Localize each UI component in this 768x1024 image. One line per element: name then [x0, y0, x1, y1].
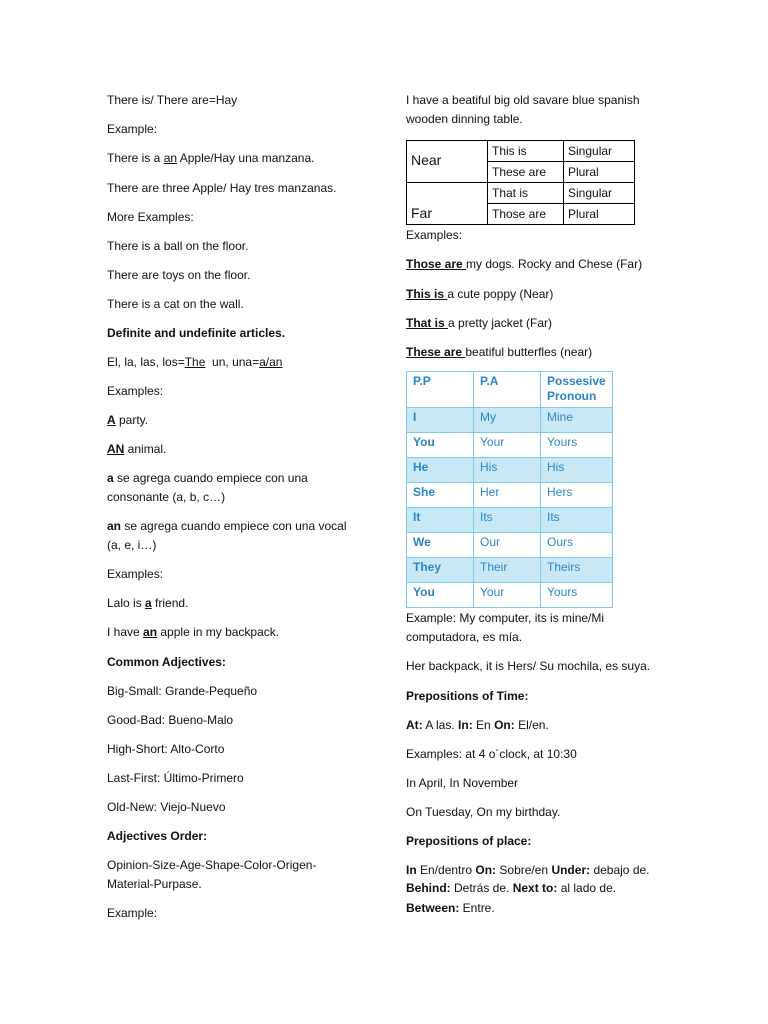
prepositions-place-3 [406, 899, 495, 918]
examples-label-2: Examples: [107, 567, 164, 581]
articles-definition [107, 353, 282, 372]
table-cell: Her [474, 483, 541, 508]
adjective-old-new: Old-New: Viejo-Nuevo [107, 800, 226, 814]
example-backpack [107, 623, 279, 642]
text: Sobre/en [496, 863, 552, 877]
table-cell: Singular [564, 183, 635, 204]
table-row [407, 458, 613, 483]
example-that-is [406, 314, 552, 333]
text: A las. [422, 718, 459, 732]
text: apple in my backpack. [157, 625, 280, 639]
heading-articles: Definite and undefinite articles. [107, 326, 286, 340]
more-examples-label: More Examples: [107, 210, 194, 224]
table-row [407, 508, 613, 533]
preposition: Next to: [512, 881, 558, 895]
table-cell: She [407, 483, 474, 508]
article: an [143, 625, 158, 639]
adjective-big-small: Big-Small: Grande-Pequeño [107, 684, 258, 698]
table-row [407, 408, 613, 433]
underlined-article: an [163, 151, 178, 165]
table-cell: You [407, 433, 474, 458]
adjective-good-bad: Good-Bad: Bueno-Malo [107, 713, 234, 727]
rule-a [107, 469, 357, 507]
table-cell: Hers [541, 483, 613, 508]
table-cell: These are [488, 162, 564, 183]
header-cell: P.A [474, 372, 541, 408]
article: a [107, 471, 114, 485]
table-cell: His [474, 458, 541, 483]
near-far-table [406, 140, 635, 225]
table-cell: His [541, 458, 613, 483]
table-row [407, 558, 613, 583]
table-cell: Singular [564, 141, 635, 162]
table-cell: Its [541, 508, 613, 533]
example-those-are [406, 255, 642, 274]
table-cell: I [407, 408, 474, 433]
table-cell: Your [474, 583, 541, 608]
preposition: On: [494, 718, 515, 732]
table-cell: Yours [541, 433, 613, 458]
adjectives-order-list: Opinion-Size-Age-Shape-Color-Origen-Material-Purpase. [107, 858, 317, 891]
text: El/en. [514, 718, 549, 732]
time-examples: Examples: at 4 o´clock, at 10:30 [406, 747, 577, 761]
table-cell: Our [474, 533, 541, 558]
table-header-row [407, 372, 613, 408]
heading-prepositions-time: Prepositions of Time: [406, 689, 529, 703]
examples-label: Examples: [406, 228, 463, 242]
preposition: In: [458, 718, 473, 732]
far-label: Far [407, 183, 488, 225]
text: Lalo is [107, 596, 146, 610]
table-cell: Their [474, 558, 541, 583]
table-cell: Your [474, 433, 541, 458]
preposition: Under: [551, 863, 591, 877]
table-cell: Ours [541, 533, 613, 558]
table-cell: Mine [541, 408, 613, 433]
text: Detrás de. [450, 881, 513, 895]
time-examples-on: On Tuesday, On my birthday. [406, 805, 561, 819]
article: a [145, 596, 152, 610]
table-cell: It [407, 508, 474, 533]
rule-an [107, 517, 362, 555]
table-cell: Plural [564, 162, 635, 183]
header-cell: Possesive Pronoun [541, 372, 613, 408]
table-cell: My [474, 408, 541, 433]
table-cell: This is [488, 141, 564, 162]
table-cell: Theirs [541, 558, 613, 583]
example-these-are [406, 343, 592, 362]
example-a-party [107, 411, 148, 430]
example-lalo [107, 594, 188, 613]
text: En [472, 718, 495, 732]
text: party. [115, 413, 149, 427]
text: En/dentro [416, 863, 476, 877]
table-row [407, 183, 635, 204]
text: se agrega cuando empiece con una vocal (a, e, i…) [107, 519, 347, 552]
table-row [407, 433, 613, 458]
prepositions-place-2 [406, 879, 616, 898]
table-row [407, 483, 613, 508]
table-row [407, 583, 613, 608]
table-row [407, 141, 635, 162]
text: a pretty jacket (Far) [448, 316, 553, 330]
prepositions-time-list [406, 716, 549, 735]
text: al lado de. [557, 881, 617, 895]
example-ball: There is a ball on the floor. [107, 239, 249, 253]
preposition: In [406, 863, 417, 877]
demonstrative: These are [406, 345, 466, 359]
table-cell: Plural [564, 204, 635, 225]
preposition: At: [406, 718, 423, 732]
table-cell: You [407, 583, 474, 608]
table-cell: Its [474, 508, 541, 533]
possessive-example: Example: My computer, its is mine/Mi computadora, es mía. [406, 611, 605, 644]
possessive-example-2: Her backpack, it is Hers/ Su mochila, es suya. [406, 659, 651, 673]
demonstrative: Those are [406, 257, 467, 271]
preposition: Between: [406, 901, 460, 915]
adjective-last-first: Last-First: Último-Primero [107, 771, 244, 785]
text: se agrega cuando empiece con una consonante (a, b, c…) [107, 471, 308, 504]
time-examples-in: In April, In November [406, 776, 519, 790]
adjective-order-example: I have a beatiful big old savare blue spanish wooden dinning table. [406, 93, 640, 126]
demonstrative: This is [406, 287, 448, 301]
prepositions-place-1 [406, 861, 650, 880]
text: a cute poppy (Near) [447, 287, 554, 301]
table-cell: Yours [541, 583, 613, 608]
text: There is a [107, 151, 164, 165]
text: I have [107, 625, 144, 639]
article: A [107, 413, 116, 427]
text: my dogs. Rocky and Chese (Far) [466, 257, 643, 271]
underlined-word: The [184, 355, 206, 369]
underlined-word: a/an [259, 355, 283, 369]
article: AN [107, 442, 125, 456]
heading-prepositions-place: Prepositions of place: [406, 834, 532, 848]
text: animal. [124, 442, 167, 456]
table-cell: We [407, 533, 474, 558]
table-cell: That is [488, 183, 564, 204]
heading-adjectives-order: Adjectives Order: [107, 829, 208, 843]
header-cell: P.P [407, 372, 474, 408]
heading-there-is: There is/ There are=Hay [107, 93, 238, 107]
preposition: On: [475, 863, 497, 877]
pronouns-table [406, 371, 613, 608]
adjective-high-short: High-Short: Alto-Corto [107, 742, 225, 756]
table-cell: They [407, 558, 474, 583]
example-apple [107, 149, 315, 168]
text: un, una= [205, 355, 260, 369]
example-cat: There is a cat on the wall. [107, 297, 244, 311]
examples-label: Examples: [107, 384, 164, 398]
table-cell: He [407, 458, 474, 483]
demonstrative: That is [406, 316, 449, 330]
text: friend. [151, 596, 189, 610]
text: Entre. [459, 901, 495, 915]
example-three-apples: There are three Apple/ Hay tres manzanas. [107, 181, 337, 195]
example-this-is [406, 285, 553, 304]
text: beatiful butterfles (near) [465, 345, 593, 359]
example-toys: There are toys on the floor. [107, 268, 251, 282]
text: El, la, las, los= [107, 355, 185, 369]
table-row [407, 533, 613, 558]
preposition: Behind: [406, 881, 451, 895]
example-label-3: Example: [107, 906, 158, 920]
table-cell: Those are [488, 204, 564, 225]
example-an-animal [107, 440, 166, 459]
example-label: Example: [107, 122, 158, 136]
text: debajo de. [590, 863, 650, 877]
near-label: Near [407, 141, 488, 183]
text: Apple/Hay una manzana. [177, 151, 315, 165]
article: an [107, 519, 122, 533]
heading-common-adjectives: Common Adjectives: [107, 655, 226, 669]
